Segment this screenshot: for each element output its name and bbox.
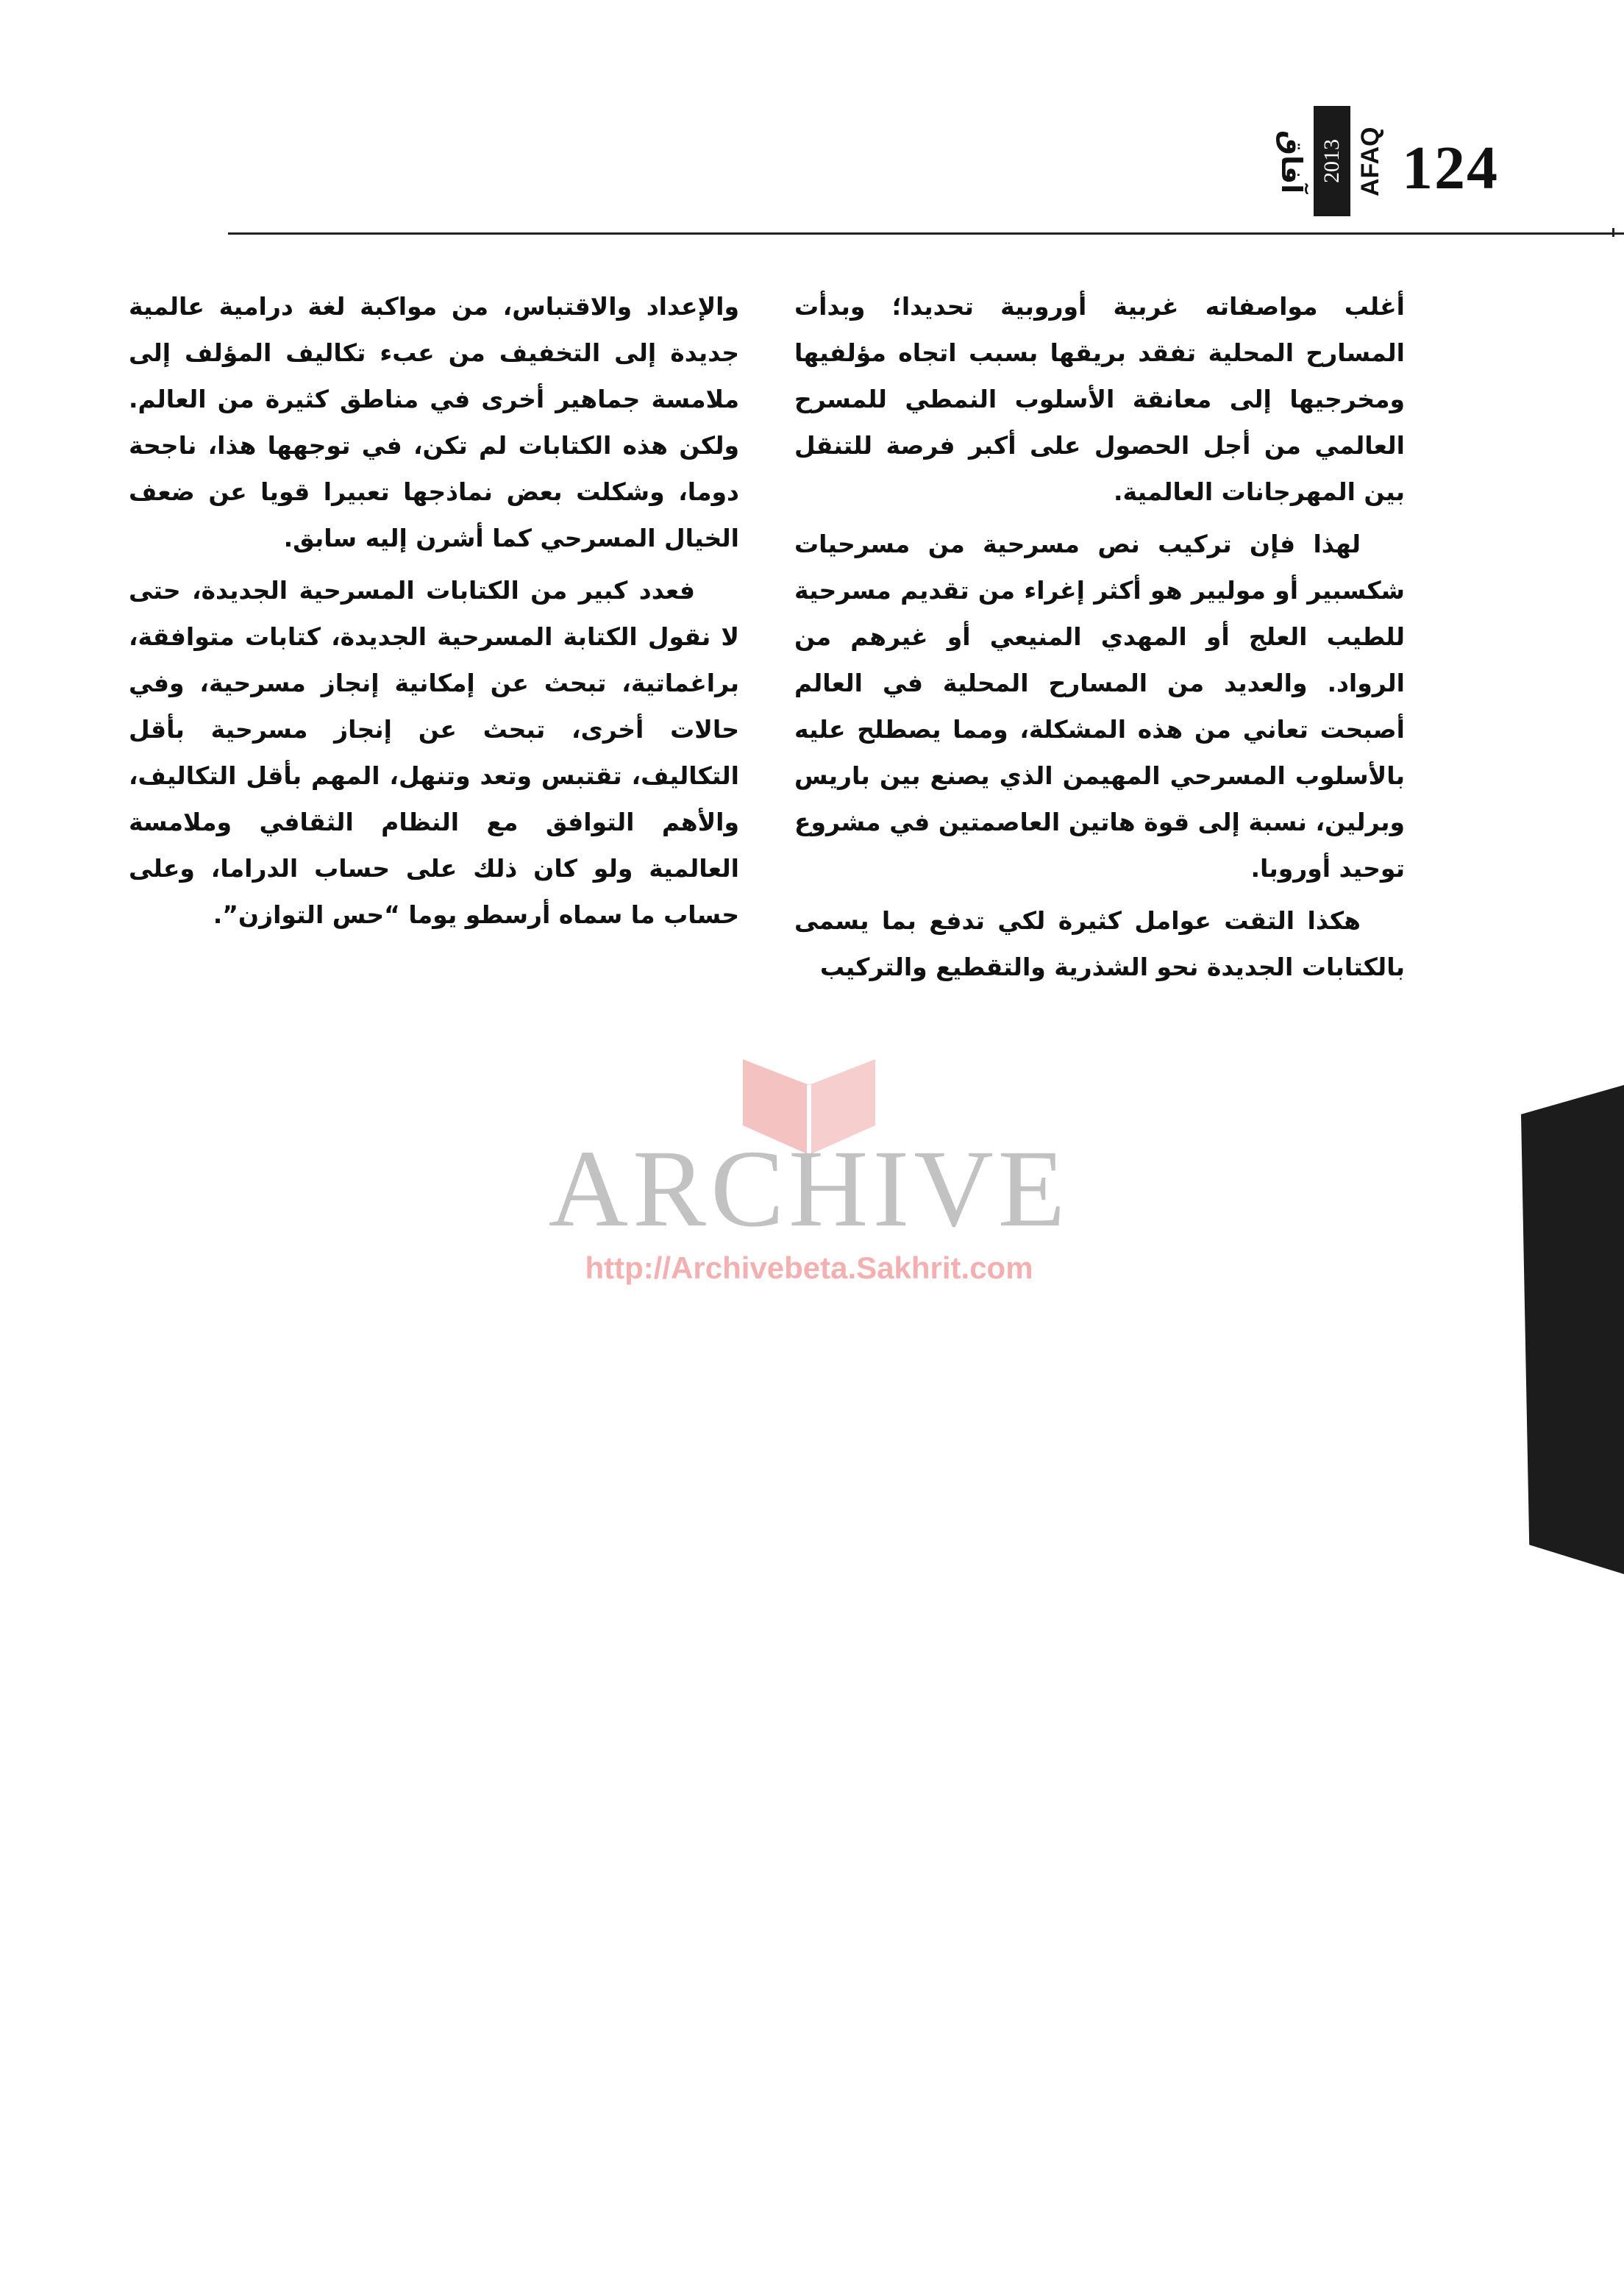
paragraph: أغلب مواصفاته غربية أوروبية تحديدا؛ وبدأت المسارح المحلية تفقد بريقها بسبب اتجاه مؤلفيها ومخرجيها إلى معانقة الأسلوب النمطي للمسرح العالمي من أجل الحصول على أكبر فرصة للتنقل بين المهرجانات العالمية. — [794, 292, 1405, 506]
scan-shadow-edge — [1521, 1085, 1624, 1574]
header-rule-tick — [1612, 228, 1624, 237]
magazine-name-arabic: آفاق — [1275, 129, 1308, 194]
paragraph: هكذا التقت عوامل كثيرة لكي تدفع بما يسمى بالكتابات الجديدة نحو الشذرية والتقطيع والتركيب — [794, 906, 1405, 981]
paragraph: فعدد كبير من الكتابات المسرحية الجديدة، حتى لا نقول الكتابة المسرحية الجديدة، كتابات متوافقة، براغماتية، تبحث عن إمكانية إنجاز مسرحية، وفي حالات أخرى، تبحث عن إنجاز مسرحية بأقل التكاليف، تقتبس وتعد وتنهل، المهم بأقل التكاليف، والأهم التوافق مع النظام الثقافي وملامسة العالمية ولو كان ذلك على حساب الدراما، وعلى حساب ما سماه أرسطو يوما “حس التوازن”. — [129, 576, 739, 929]
archive-watermark — [478, 1030, 1140, 1324]
paragraph: والإعداد والاقتباس، من مواكبة لغة درامية عالمية جديدة إلى التخفيف من عبء تكاليف المؤلف إلى ملامسة جماهير أخرى في مناطق كثيرة من العالم. ولكن هذه الكتابات لم تكن، في توجهها هذا، ناجحة دوما، وشكلت بعض نماذجها تعبيرا قويا عن ضعف الخيال المسرحي كما أشرن إليه سابق. — [129, 292, 739, 552]
text-column-left — [129, 283, 739, 938]
page-header — [1190, 88, 1499, 221]
text-column-right — [794, 283, 1405, 990]
header-rule — [228, 232, 1624, 235]
watermark-title: ARCHIVE — [548, 1128, 1070, 1250]
year-badge: 2013 — [1314, 106, 1350, 216]
watermark-url: http://Archivebeta.Sakhrit.com — [585, 1250, 1033, 1285]
paragraph: لهذا فإن تركيب نص مسرحية من مسرحيات شكسبير أو موليير هو أكثر إغراء من تقديم مسرحية للطيب العلج أو المهدي المنيعي أو غيرهم من الرواد. والعديد من المسارح المحلية في العالم أصبحت تعاني من هذه المشكلة، ومما يصطلح عليه بالأسلوب المسرحي المهيمن الذي يصنع بين باريس وبرلين، نسبة إلى قوة هاتين العاصمتين في مشروع توحيد أوروبا. — [794, 530, 1405, 883]
magazine-name-latin: AFAQ — [1356, 127, 1384, 197]
page-number: 124 — [1402, 134, 1499, 202]
